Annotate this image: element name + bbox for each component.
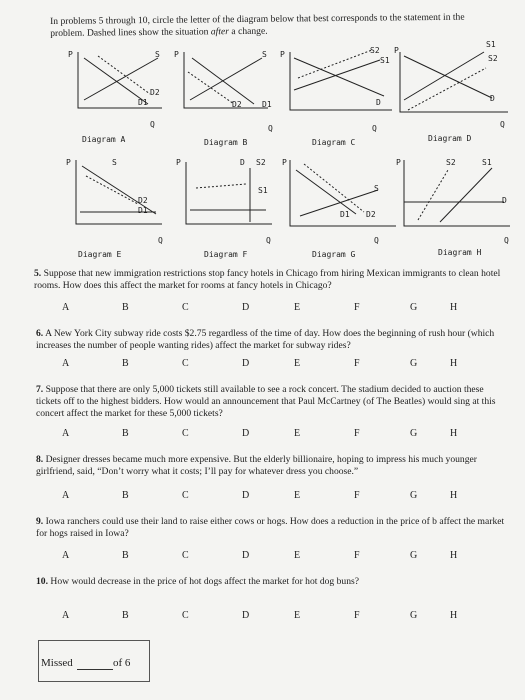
q10-option-d[interactable]: D [242,610,250,621]
q5-option-e[interactable]: E [294,302,301,313]
q7-option-e[interactable]: E [294,428,301,439]
axis-label-p: P [174,50,179,59]
q6-option-h[interactable]: H [450,358,458,369]
curve-label-s2: S2 [256,158,266,167]
axis-label-q: Q [268,124,273,133]
q8-option-d[interactable]: D [242,490,250,501]
missed-total: of 6 [113,657,131,669]
curve-label-s1: S1 [258,186,268,195]
q7-option-g[interactable]: G [410,428,418,439]
q10-option-e[interactable]: E [294,610,301,621]
diagram-d-title: Diagram D [428,134,472,143]
curve-label-d2: D2 [232,100,242,109]
curve-label-d: D [490,94,495,103]
diagram-h-graph [404,160,510,226]
diagram-b-graph [184,52,268,108]
q7-option-f[interactable]: F [354,428,360,439]
question-5: 5. Suppose that new immigration restrictions stop fancy hotels in Chicago from hiring Mexican immigrants to clean hotel rooms. How does this affect the market for rooms at fancy hotels in Chicago? [34,268,501,291]
q9-option-f[interactable]: F [354,550,360,561]
curve-label-d2: D2 [150,88,160,97]
q5-option-d[interactable]: D [242,302,250,313]
diagram-b-title: Diagram B [204,138,248,147]
q9-option-h[interactable]: H [450,550,458,561]
question-6: 6. A New York City subway ride costs $2.75 regardless of the time of day. How does the beginning of rush hour (which increases the number of people wanting rides) affect the market for subway rides? [36,328,495,351]
q5-option-h[interactable]: H [450,302,458,313]
q8-answer-options [62,490,457,501]
curve-label-d1: D1 [138,206,148,215]
q8-option-f[interactable]: F [354,490,360,501]
q8-option-e[interactable]: E [294,490,301,501]
missed-count-blank[interactable] [77,669,113,670]
q9-option-e[interactable]: E [294,550,301,561]
diagram-c-title: Diagram C [312,138,356,147]
curve-label-s1: S1 [486,40,496,49]
q7-option-a[interactable]: A [62,428,70,439]
q5-option-a[interactable]: A [62,302,70,313]
axis-label-q: Q [504,236,509,245]
axis-label-q: Q [158,236,163,245]
q5-answer-options [62,302,457,313]
curve-label-d2: D2 [366,210,376,219]
q6-option-a[interactable]: A [62,358,70,369]
axis-label-q: Q [500,120,505,129]
q8-option-a[interactable]: A [62,490,70,501]
axis-label-p: P [280,50,285,59]
q9-option-c[interactable]: C [182,550,189,561]
axis-label-q: Q [372,124,377,133]
axis-label-p: P [394,46,399,55]
q10-answer-options [62,610,457,621]
q10-option-g[interactable]: G [410,610,418,621]
curve-label-s2: S2 [370,46,380,55]
curve-label-d: D [376,98,381,107]
curve-label-s: S [112,158,117,167]
q6-option-f[interactable]: F [354,358,360,369]
q10-option-a[interactable]: A [62,610,70,621]
curve-label-d1: D1 [262,100,272,109]
curve-label-s: S [262,50,267,59]
curve-label-s1: S1 [380,56,390,65]
q8-option-g[interactable]: G [410,490,418,501]
q9-answer-options [62,550,457,561]
q9-option-g[interactable]: G [410,550,418,561]
curve-label-d2: D2 [138,196,148,205]
axis-label-p: P [68,50,73,59]
question-7: 7. Suppose that there are only 5,000 tickets still available to see a rock concert. The stadium decided to auction these tickets off to the highest bidders. How would an announcement that Paul McCartney (of The Beatles) would sing at this concert affect the market for these 5,000 tickets? [36,384,496,419]
diagram-e-title: Diagram E [78,250,122,259]
axis-label-q: Q [266,236,271,245]
curve-label-d: D [502,196,507,205]
q5-option-f[interactable]: F [354,302,360,313]
diagram-h-title: Diagram H [438,248,482,257]
q7-answer-options [62,428,457,439]
curve-label-s1: S1 [482,158,492,167]
q6-option-b[interactable]: B [122,358,129,369]
q7-option-c[interactable]: C [182,428,189,439]
q7-option-d[interactable]: D [242,428,250,439]
axis-label-q: Q [374,236,379,245]
curve-label-s2: S2 [488,54,498,63]
q6-option-e[interactable]: E [294,358,301,369]
axis-label-p: P [176,158,181,167]
missed-label: Missed [41,657,73,669]
q5-option-c[interactable]: C [182,302,189,313]
curve-label-s: S [374,184,379,193]
q10-option-f[interactable]: F [354,610,360,621]
curve-label-d1: D1 [138,98,148,107]
curve-label-d: D [240,158,245,167]
curve-label-s2: S2 [446,158,456,167]
q6-option-g[interactable]: G [410,358,418,369]
q6-answer-options [62,358,457,369]
missed-score-box [38,640,150,682]
diagram-a-title: Diagram A [82,135,126,144]
curve-label-d1: D1 [340,210,350,219]
diagram-g-title: Diagram G [312,250,356,259]
q6-option-c[interactable]: C [182,358,189,369]
curve-label-s: S [155,50,160,59]
q9-option-b[interactable]: B [122,550,129,561]
axis-label-p: P [282,158,287,167]
axis-label-p: P [66,158,71,167]
q10-option-b[interactable]: B [122,610,129,621]
q9-option-d[interactable]: D [242,550,250,561]
question-8: 8. Designer dresses became much more expensive. But the elderly billionaire, hoping to impress his much younger girlfriend, said, “Don’t worry what it costs; I’ll pay for whatever dress you choose.” [36,454,477,477]
diagram-a-graph [78,52,162,108]
q5-option-g[interactable]: G [410,302,418,313]
q7-option-h[interactable]: H [450,428,458,439]
question-9: 9. Iowa ranchers could use their land to raise either cows or hogs. How does a reduction in the price of b affect the market for hogs raised in Iowa? [36,516,505,539]
q7-option-b[interactable]: B [122,428,129,439]
question-10: 10. How would decrease in the price of hot dogs affect the market for hot dog buns? [36,576,359,587]
axis-label-p: P [396,158,401,167]
q8-option-c[interactable]: C [182,490,189,501]
q10-option-h[interactable]: H [450,610,458,621]
q10-option-c[interactable]: C [182,610,189,621]
diagram-f-title: Diagram F [204,250,248,259]
q8-option-h[interactable]: H [450,490,458,501]
q8-option-b[interactable]: B [122,490,129,501]
q6-option-d[interactable]: D [242,358,250,369]
instructions: In problems 5 through 10, circle the letter of the diagram below that best corresponds to the statement in the problem. Dashed lines show the situation after a change. [50,11,465,39]
q9-option-a[interactable]: A [62,550,70,561]
q5-option-b[interactable]: B [122,302,129,313]
axis-label-q: Q [150,120,155,129]
diagram-e-graph [76,160,162,224]
